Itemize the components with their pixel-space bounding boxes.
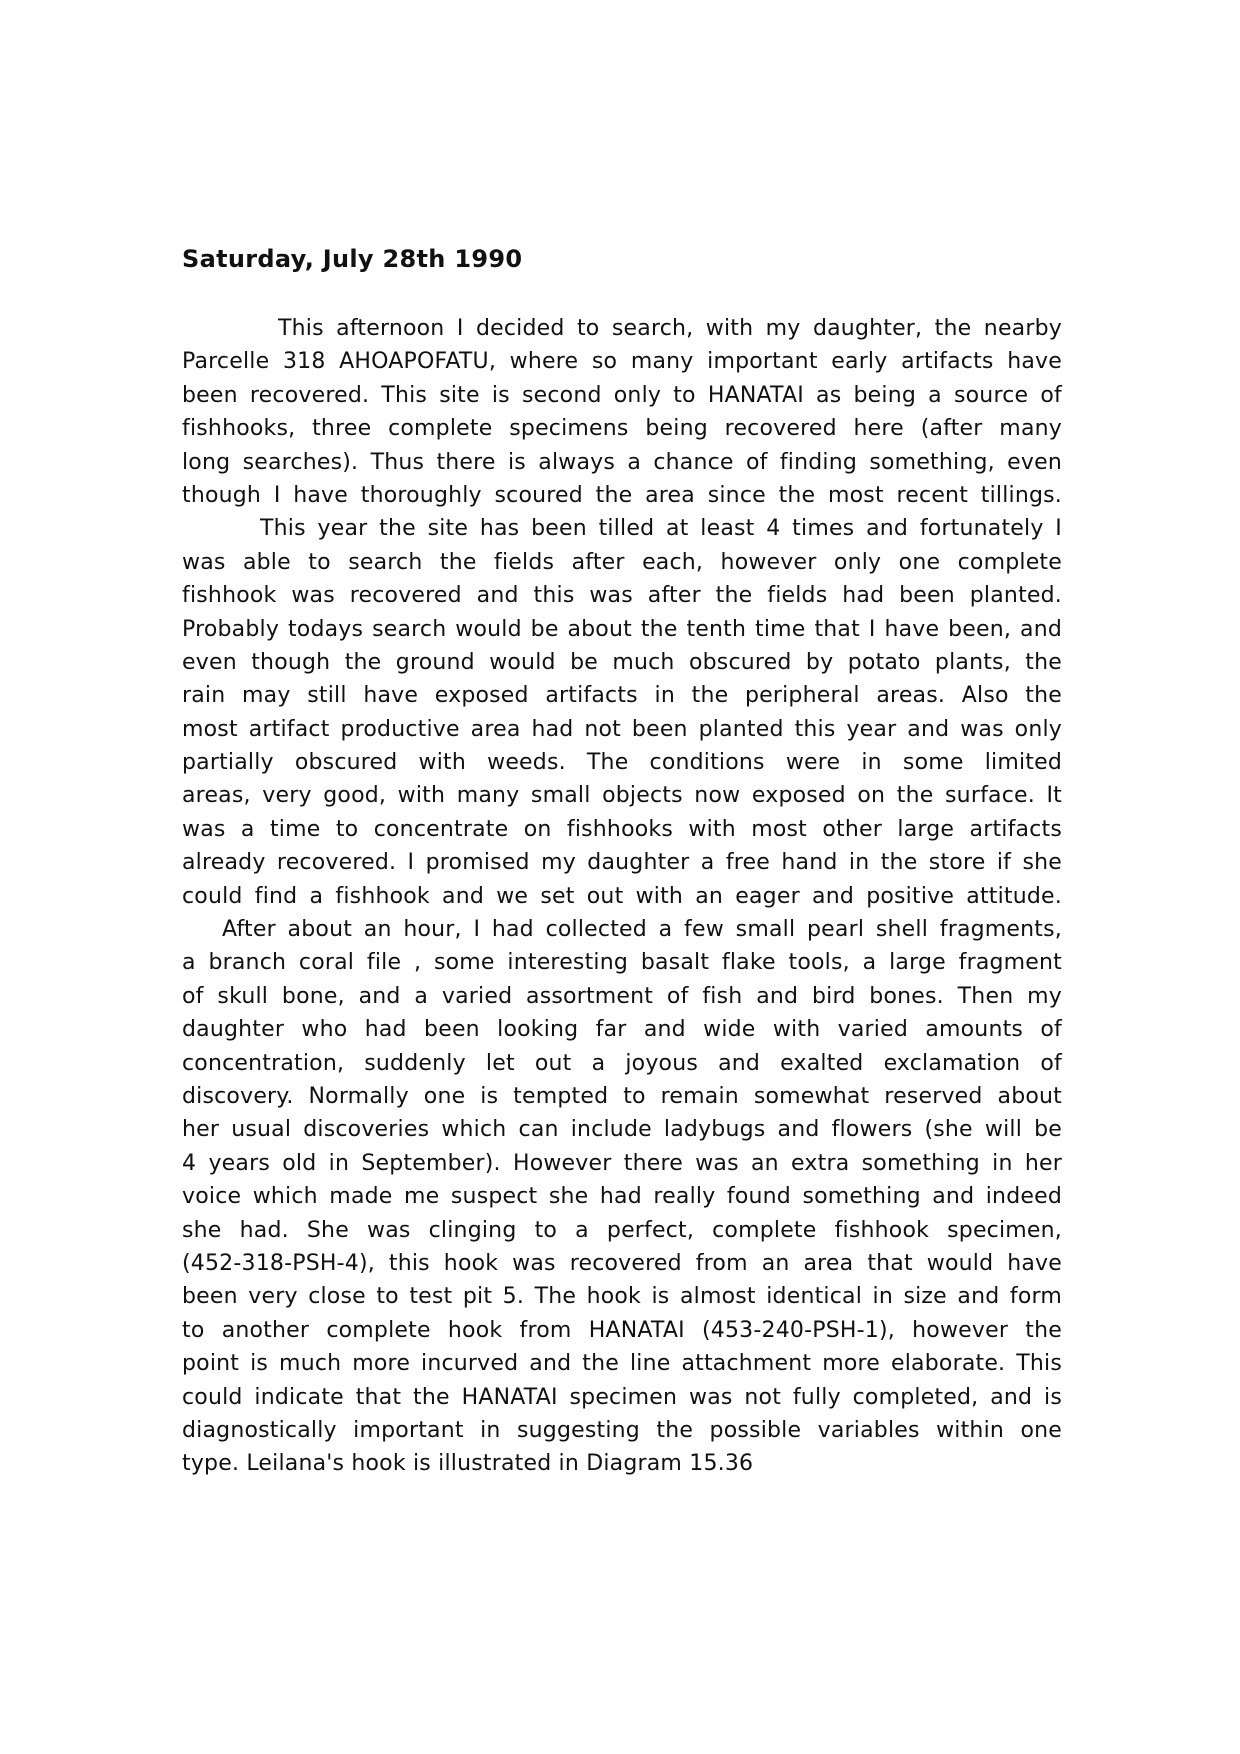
- text-line: diagnostically important in suggesting the possible variables within one: [182, 1417, 1062, 1443]
- text-line: daughter who had been looking far and wide with varied amounts of: [182, 1017, 1062, 1043]
- text-line: areas, very good, with many small objects now exposed on the surface. It: [182, 783, 1062, 809]
- journal-entry-body: [182, 312, 1062, 1481]
- text-line: fishhooks, three complete specimens being recovered here (after many: [182, 416, 1062, 442]
- text-line: even though the ground would be much obscured by potato plants, the: [182, 649, 1062, 675]
- entry-date-heading: Saturday, July 28th 1990: [182, 245, 523, 273]
- text-line: fishhook was recovered and this was after the fields had been planted.: [182, 583, 1062, 609]
- text-line: was a time to concentrate on fishhooks with most other large artifacts: [182, 816, 1062, 842]
- text-line: This afternoon I decided to search, with my daughter, the nearby: [278, 316, 1062, 341]
- text-line: After about an hour, I had collected a few small pearl shell fragments,: [222, 917, 1062, 943]
- text-line: concentration, suddenly let out a joyous and exalted exclamation of: [182, 1050, 1062, 1076]
- text-line: voice which made me suspect she had really found something and indeed: [182, 1184, 1062, 1210]
- text-line: rain may still have exposed artifacts in the peripheral areas. Also the: [182, 683, 1062, 709]
- text-line: type. Leilana's hook is illustrated in Diagram 15.36: [182, 1451, 754, 1477]
- text-line: been very close to test pit 5. The hook is almost identical in size and form: [182, 1284, 1062, 1310]
- text-line: most artifact productive area had not been planted this year and was only: [182, 716, 1062, 742]
- text-line: to another complete hook from HANATAI (453-240-PSH-1), however the: [182, 1317, 1062, 1343]
- text-line: of skull bone, and a varied assortment of fish and bird bones. Then my: [182, 983, 1062, 1009]
- text-line: she had. She was clinging to a perfect, complete fishhook specimen,: [182, 1217, 1062, 1243]
- text-line: 4 years old in September). However there was an extra something in her: [182, 1150, 1062, 1176]
- text-line: discovery. Normally one is tempted to remain somewhat reserved about: [182, 1083, 1062, 1109]
- text-line: partially obscured with weeds. The conditions were in some limited: [182, 750, 1062, 776]
- text-line: already recovered. I promised my daughter a free hand in the store if she: [182, 850, 1062, 876]
- text-line: could find a fishhook and we set out with an eager and positive attitude.: [182, 883, 1062, 909]
- text-line: This year the site has been tilled at least 4 times and fortunately I: [260, 516, 1062, 542]
- text-line: her usual discoveries which can include ladybugs and flowers (she will be: [182, 1117, 1062, 1143]
- text-line: (452-318-PSH-4), this hook was recovered from an area that would have: [182, 1250, 1062, 1276]
- text-line: a branch coral file , some interesting basalt flake tools, a large fragment: [182, 950, 1062, 976]
- text-line: Probably todays search would be about the tenth time that I have been, and: [182, 616, 1062, 642]
- text-line: long searches). Thus there is always a chance of finding something, even: [182, 449, 1062, 475]
- text-line: Parcelle 318 AHOAPOFATU, where so many important early artifacts have: [182, 349, 1062, 375]
- text-line: been recovered. This site is second only to HANATAI as being a source of: [182, 382, 1062, 408]
- text-line: though I have thoroughly scoured the area since the most recent tillings.: [182, 482, 1062, 508]
- text-line: point is much more incurved and the line attachment more elaborate. This: [182, 1351, 1062, 1377]
- text-line: was able to search the fields after each, however only one complete: [182, 549, 1062, 575]
- text-line: could indicate that the HANATAI specimen was not fully completed, and is: [182, 1384, 1062, 1410]
